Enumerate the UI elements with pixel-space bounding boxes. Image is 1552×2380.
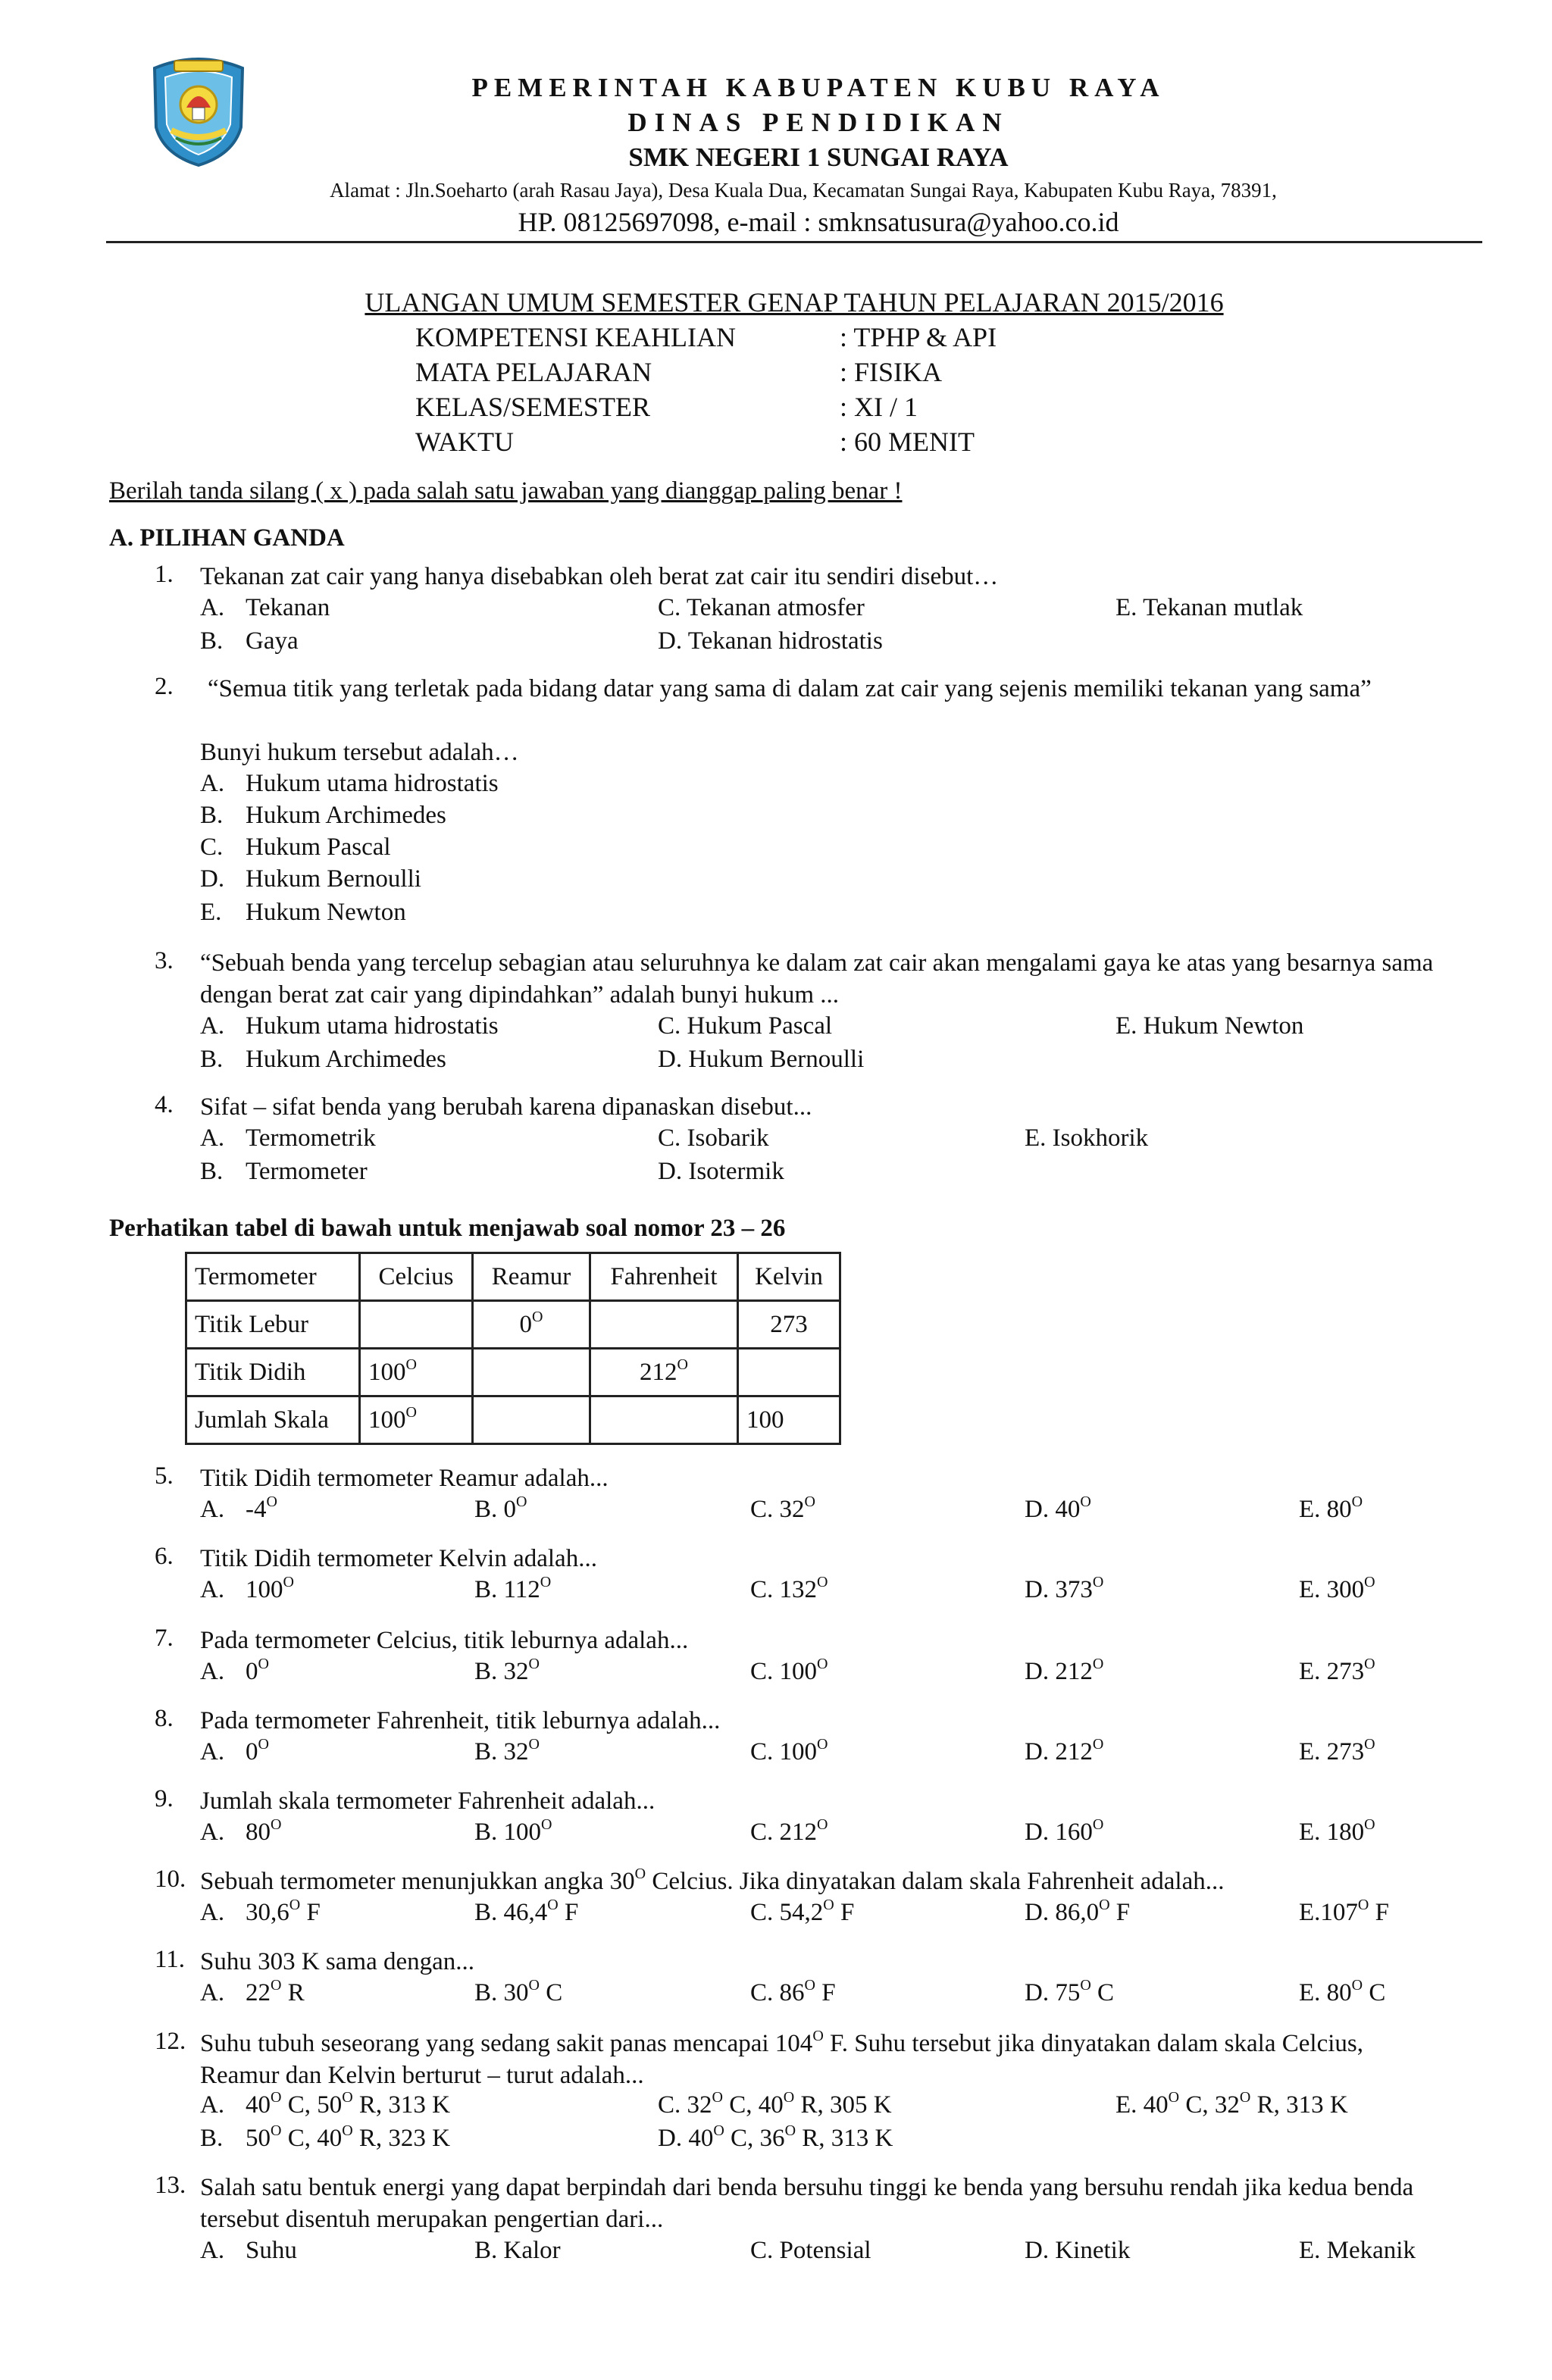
answer-option[interactable]: D. $212^O$ bbox=[1025, 1736, 1104, 1765]
answer-option[interactable]: B. $100^O$ bbox=[474, 1816, 552, 1846]
answer-option[interactable]: A. Hukum utama hidrostatis bbox=[200, 1012, 499, 1040]
table-header-cell: Celcius bbox=[360, 1253, 473, 1301]
instruction: Berilah tanda silang ( x ) pada salah satu jawaban yang dianggap paling benar ! bbox=[109, 477, 903, 505]
question-number: 12. bbox=[155, 2028, 186, 2055]
question-text: Titik Didih termometer Kelvin adalah... bbox=[200, 1545, 597, 1572]
answer-option[interactable]: E. $273^O$ bbox=[1299, 1736, 1375, 1765]
answer-option[interactable]: E. Tekanan mutlak bbox=[1116, 594, 1303, 621]
thermometer-table bbox=[185, 1252, 841, 1445]
answer-option[interactable]: D. $373^O$ bbox=[1025, 1574, 1104, 1603]
answer-option[interactable]: B. Hukum Archimedes bbox=[200, 802, 446, 829]
answer-option[interactable]: D. Kinetik bbox=[1025, 2237, 1131, 2264]
answer-option[interactable]: B. Hukum Archimedes bbox=[200, 1046, 446, 1073]
answer-option[interactable]: B. $32^O$ bbox=[474, 1656, 540, 1685]
answer-option[interactable]: E. $300^O$ bbox=[1299, 1574, 1375, 1603]
answer-option[interactable]: A. Hukum utama hidrostatis bbox=[200, 770, 499, 797]
table-header-cell: Kelvin bbox=[738, 1253, 840, 1301]
question-number: 8. bbox=[155, 1705, 174, 1732]
answer-option[interactable]: D. $212^O$ bbox=[1025, 1656, 1104, 1685]
answer-option[interactable]: E. $273^O$ bbox=[1299, 1656, 1375, 1685]
answer-option[interactable]: D. Isotermik bbox=[658, 1158, 784, 1185]
meta-value: : FISIKA bbox=[840, 357, 943, 387]
table-row bbox=[186, 1396, 840, 1444]
table-row bbox=[186, 1253, 840, 1301]
question-number: 13. bbox=[155, 2172, 186, 2199]
question-number: 6. bbox=[155, 1543, 174, 1570]
answer-option[interactable]: B. $30^O$ C bbox=[474, 1977, 563, 2006]
answer-option[interactable]: B. Gaya bbox=[200, 627, 299, 655]
answer-option[interactable]: C. $32^O$ bbox=[750, 1493, 815, 1523]
meta-value: : 60 MENIT bbox=[840, 427, 975, 457]
question-text: Bunyi hukum tersebut adalah… bbox=[200, 739, 519, 766]
answer-option[interactable]: B. $50^O$ C, $40^O$ R, 323 K bbox=[200, 2122, 451, 2152]
answer-option[interactable]: B. $0^O$ bbox=[474, 1493, 527, 1523]
answer-option[interactable]: D. $86,0^O$ F bbox=[1025, 1897, 1131, 1926]
question-number: 5. bbox=[155, 1462, 174, 1490]
question-text: Sebuah termometer menunjukkan angka $30^O$ Celcius. Jika dinyatakan dalam skala Fahrenheit adalah... bbox=[200, 1866, 1225, 1895]
question-text: “Semua titik yang terletak pada bidang datar yang sama di dalam zat cair yang sejenis memiliki tekanan yang sama” bbox=[208, 675, 1372, 702]
answer-option[interactable]: A. $80^O$ bbox=[200, 1816, 282, 1846]
letterhead-contact: HP. 08125697098, e-mail : smknsatusura@yahoo.co.id bbox=[518, 207, 1119, 237]
table-cell: Titik Didih bbox=[186, 1349, 360, 1396]
answer-option[interactable]: C. Hukum Pascal bbox=[200, 833, 391, 861]
question-number: 7. bbox=[155, 1625, 174, 1652]
answer-option[interactable]: C. $212^O$ bbox=[750, 1816, 828, 1846]
answer-option[interactable]: E. $80^O$ bbox=[1299, 1493, 1363, 1523]
meta-key: KELAS/SEMESTER bbox=[415, 392, 651, 422]
answer-option[interactable]: B. Termometer bbox=[200, 1158, 368, 1185]
letterhead-government: PEMERINTAH KABUPATEN KUBU RAYA bbox=[471, 73, 1166, 102]
answer-option[interactable]: E. $40^O$ C, $32^O$ R, 313 K bbox=[1116, 2089, 1348, 2119]
question-number: 9. bbox=[155, 1785, 174, 1812]
question-text: Pada termometer Fahrenheit, titik leburnya adalah... bbox=[200, 1707, 721, 1734]
answer-option[interactable]: C. $86^O$ F bbox=[750, 1977, 836, 2006]
question-text: Pada termometer Celcius, titik leburnya adalah... bbox=[200, 1627, 689, 1654]
answer-option[interactable]: D. $40^O$ bbox=[1025, 1493, 1091, 1523]
answer-option[interactable]: A. $30,6^O$ F bbox=[200, 1897, 321, 1926]
meta-key: KOMPETENSI KEAHLIAN bbox=[415, 322, 736, 352]
question-text: Suhu 303 K sama dengan... bbox=[200, 1948, 475, 1975]
answer-option[interactable]: E. Isokhorik bbox=[1025, 1124, 1149, 1152]
table-header-cell: Reamur bbox=[473, 1253, 590, 1301]
answer-option[interactable]: C. Hukum Pascal bbox=[658, 1012, 833, 1040]
answer-option[interactable]: A. $0^O$ bbox=[200, 1736, 269, 1765]
question-number: 4. bbox=[155, 1091, 174, 1118]
answer-option[interactable]: A. Suhu bbox=[200, 2237, 297, 2264]
table-cell: Jumlah Skala bbox=[186, 1396, 360, 1444]
answer-option[interactable]: C. Isobarik bbox=[658, 1124, 769, 1152]
question-text: Jumlah skala termometer Fahrenheit adalah... bbox=[200, 1787, 656, 1815]
answer-option[interactable]: A. Termometrik bbox=[200, 1124, 376, 1152]
answer-option[interactable]: C. $100^O$ bbox=[750, 1656, 828, 1685]
table-cell: $100^O$ bbox=[360, 1349, 473, 1396]
table-row bbox=[186, 1349, 840, 1396]
table-cell: 273 bbox=[738, 1301, 840, 1349]
table-cell: $212^O$ bbox=[590, 1349, 738, 1396]
answer-option[interactable]: D. $75^O$ C bbox=[1025, 1977, 1115, 2006]
question-text: “Sebuah benda yang tercelup sebagian atau seluruhnya ke dalam zat cair akan mengalami gaya ke atas yang besarnya sama dengan berat zat cair yang dipindahkan” adalah bunyi hukum ... bbox=[200, 949, 1434, 1009]
question-number: 10. bbox=[155, 1866, 186, 1893]
table-cell bbox=[590, 1301, 738, 1349]
meta-value: : XI / 1 bbox=[840, 392, 918, 422]
table-row bbox=[186, 1301, 840, 1349]
question-text: Suhu tubuh seseorang yang sedang sakit panas mencapai $104^O$ F. Suhu tersebut jika dinyatakan dalam skala Celcius, Reamur dan Kelvin berturut – turut adalah... bbox=[200, 2028, 1363, 2089]
answer-option[interactable]: A. $40^O$ C, $50^O$ R, 313 K bbox=[200, 2089, 451, 2119]
answer-option[interactable]: A. Tekanan bbox=[200, 594, 330, 621]
question-number: 11. bbox=[155, 1946, 186, 1973]
answer-option[interactable]: E. Hukum Newton bbox=[1116, 1012, 1304, 1040]
question-text: Salah satu bentuk energi yang dapat berpindah dari benda bersuhu tinggi ke benda yang bersuhu rendah jika kedua benda tersebut disentuh merupakan pengertian dari... bbox=[200, 2174, 1414, 2233]
question-number: 1. bbox=[155, 561, 174, 588]
answer-option[interactable]: B. $46,4^O$ F bbox=[474, 1897, 579, 1926]
answer-option[interactable]: A. $100^O$ bbox=[200, 1574, 294, 1603]
meta-value: : TPHP & API bbox=[840, 322, 997, 352]
meta-key: WAKTU bbox=[415, 427, 514, 457]
question-number: 2. bbox=[155, 673, 174, 700]
table-cell bbox=[738, 1349, 840, 1396]
table-cell: Titik Lebur bbox=[186, 1301, 360, 1349]
answer-option[interactable]: D. $40^O$ C, $36^O$ R, 313 K bbox=[658, 2122, 893, 2152]
answer-option[interactable]: D. Hukum Bernoulli bbox=[658, 1046, 865, 1073]
answer-option[interactable]: E. $180^O$ bbox=[1299, 1816, 1375, 1846]
answer-option[interactable]: D. Tekanan hidrostatis bbox=[658, 627, 883, 655]
exam-title: ULANGAN UMUM SEMESTER GENAP TAHUN PELAJARAN 2015/2016 bbox=[365, 287, 1224, 317]
answer-option[interactable]: E. Mekanik bbox=[1299, 2237, 1416, 2264]
answer-option[interactable]: A. $22^O$ R bbox=[200, 1977, 305, 2006]
answer-option[interactable]: D. Hukum Bernoulli bbox=[200, 865, 421, 893]
answer-option[interactable]: C. Potensial bbox=[750, 2237, 871, 2264]
table-cell bbox=[473, 1349, 590, 1396]
section-heading: A. PILIHAN GANDA bbox=[109, 524, 345, 552]
answer-option[interactable]: E. Hukum Newton bbox=[200, 899, 406, 926]
question-number: 3. bbox=[155, 947, 174, 974]
table-header-cell: Fahrenheit bbox=[590, 1253, 738, 1301]
letterhead-address: Alamat : Jln.Soeharto (arah Rasau Jaya), Desa Kuala Dua, Kecamatan Sungai Raya, Kabupaten Kubu Raya, 78391, bbox=[330, 179, 1277, 202]
letterhead-department: DINAS PENDIDIKAN bbox=[627, 108, 1009, 137]
answer-option[interactable]: B. $112^O$ bbox=[474, 1574, 552, 1603]
answer-option[interactable]: A. $-4^O$ bbox=[200, 1493, 277, 1523]
question-text: Sifat – sifat benda yang berubah karena dipanaskan disebut... bbox=[200, 1093, 812, 1121]
answer-option[interactable]: C. Tekanan atmosfer bbox=[658, 594, 865, 621]
answer-option[interactable]: D. $160^O$ bbox=[1025, 1816, 1104, 1846]
answer-option[interactable]: C. $54,2^O$ F bbox=[750, 1897, 855, 1926]
answer-option[interactable]: E. $80^O$ C bbox=[1299, 1977, 1386, 2006]
table-cell bbox=[360, 1301, 473, 1349]
question-text: Titik Didih termometer Reamur adalah... bbox=[200, 1465, 609, 1492]
answer-option[interactable]: C. $132^O$ bbox=[750, 1574, 828, 1603]
table-instruction: Perhatikan tabel di bawah untuk menjawab soal nomor 23 – 26 bbox=[109, 1215, 786, 1242]
letterhead-divider bbox=[106, 241, 1482, 243]
answer-option[interactable]: C. $100^O$ bbox=[750, 1736, 828, 1765]
table-cell: $100^O$ bbox=[360, 1396, 473, 1444]
table-cell: 100 bbox=[738, 1396, 840, 1444]
meta-key: MATA PELAJARAN bbox=[415, 357, 652, 387]
kubu-raya-emblem-icon bbox=[149, 55, 249, 167]
answer-option[interactable]: B. $32^O$ bbox=[474, 1736, 540, 1765]
answer-option[interactable]: B. Kalor bbox=[474, 2237, 561, 2264]
answer-option[interactable]: C. $32^O$ C, $40^O$ R, 305 K bbox=[658, 2089, 892, 2119]
answer-option[interactable]: $E.107^O$ F bbox=[1299, 1897, 1389, 1926]
table-cell bbox=[473, 1396, 590, 1444]
table-cell: $0^O$ bbox=[473, 1301, 590, 1349]
table-cell bbox=[590, 1396, 738, 1444]
table-header-cell: Termometer bbox=[186, 1253, 360, 1301]
letterhead-school: SMK NEGERI 1 SUNGAI RAYA bbox=[628, 142, 1009, 172]
question-text: Tekanan zat cair yang hanya disebabkan oleh berat zat cair itu sendiri disebut… bbox=[200, 563, 999, 590]
answer-option[interactable]: A. $0^O$ bbox=[200, 1656, 269, 1685]
